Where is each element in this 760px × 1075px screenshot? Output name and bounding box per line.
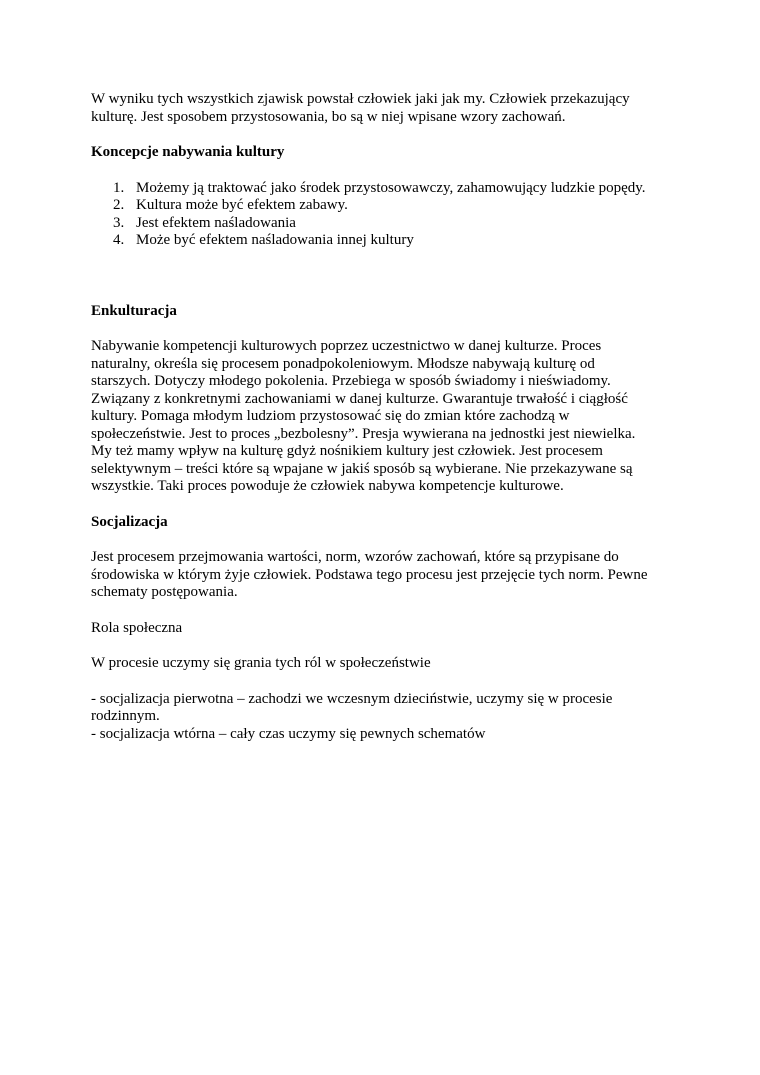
socjalizacja-paragraph: Jest procesem przejmowania wartości, norm, wzorów zachowań, które są przypisane do środowiska w którym żyje człowiek. Podstawa tego procesu jest przejęcie tych norm. Pewne schematy postępowania. [91, 549, 648, 600]
socjalizacja-heading: Socjalizacja [91, 513, 168, 530]
koncepcje-heading: Koncepcje nabywania kultury [91, 144, 285, 160]
enkulturacja-heading: Enkulturacja [91, 302, 177, 319]
rola-spoleczna: Rola społeczna [91, 619, 183, 636]
list-item: 2. Kultura może być efektem zabawy. [113, 197, 348, 213]
socjalizacja-pierwotna-line-1: - socjalizacja pierwotna – zachodzi we wczesnym dzieciństwie, uczymy się w procesie [91, 690, 613, 707]
list-item: 1. Możemy ją traktować jako środek przystosowawczy, zahamowujący ludzkie popędy. [113, 179, 646, 196]
intro-line-2: kulturę. Jest sposobem przystosowania, bo są w niej wpisane wzory zachowań. [91, 108, 566, 125]
koncepcje-list [91, 180, 681, 250]
list-item: 4. Może być efektem naśladowania innej kultury [113, 232, 414, 248]
intro-line-1: W wyniku tych wszystkich zjawisk powstał człowiek jaki jak my. Człowiek przekazujący [91, 91, 630, 107]
document-content [91, 91, 681, 743]
proces-text: W procesie uczymy się grania tych ról w społeczeństwie [91, 655, 431, 671]
enkulturacja-paragraph: Nabywanie kompetencji kulturowych poprzez uczestnictwo w danej kulturze. Proces naturalny, określa się procesem ponadpokoleniowym. Młodsze nabywają kulturę od starszych. Dotyczy młodego pokolenia. Przebiega w sposób świadomy i nieświadomy. Związany z konkretnymi zachowaniami w danej kulturze. Gwarantuje trwałość i ciągłość kultury. Pomaga młodym ludziom przystosować się do zmian które zachodzą w społeczeństwie. Jest to proces „bezbolesny”. Presja wywierana na jednostki jest niewielka. My też mamy wpływ na kulturę gdyż nośnikiem kultury jest człowiek. Jest procesem selektywnym – treści które są wpajane w jakiś sposób są wybierane. Nie przekazywane są wszystkie. Taki proces powoduje że człowiek nabywa kompetencje kulturowe. [91, 338, 636, 494]
socjalizacja-pierwotna-line-2: rodzinnym. [91, 708, 160, 724]
list-item: 3. Jest efektem naśladowania [113, 214, 296, 231]
socjalizacja-wtorna: - socjalizacja wtórna – cały czas uczymy się pewnych schematów [91, 725, 486, 742]
